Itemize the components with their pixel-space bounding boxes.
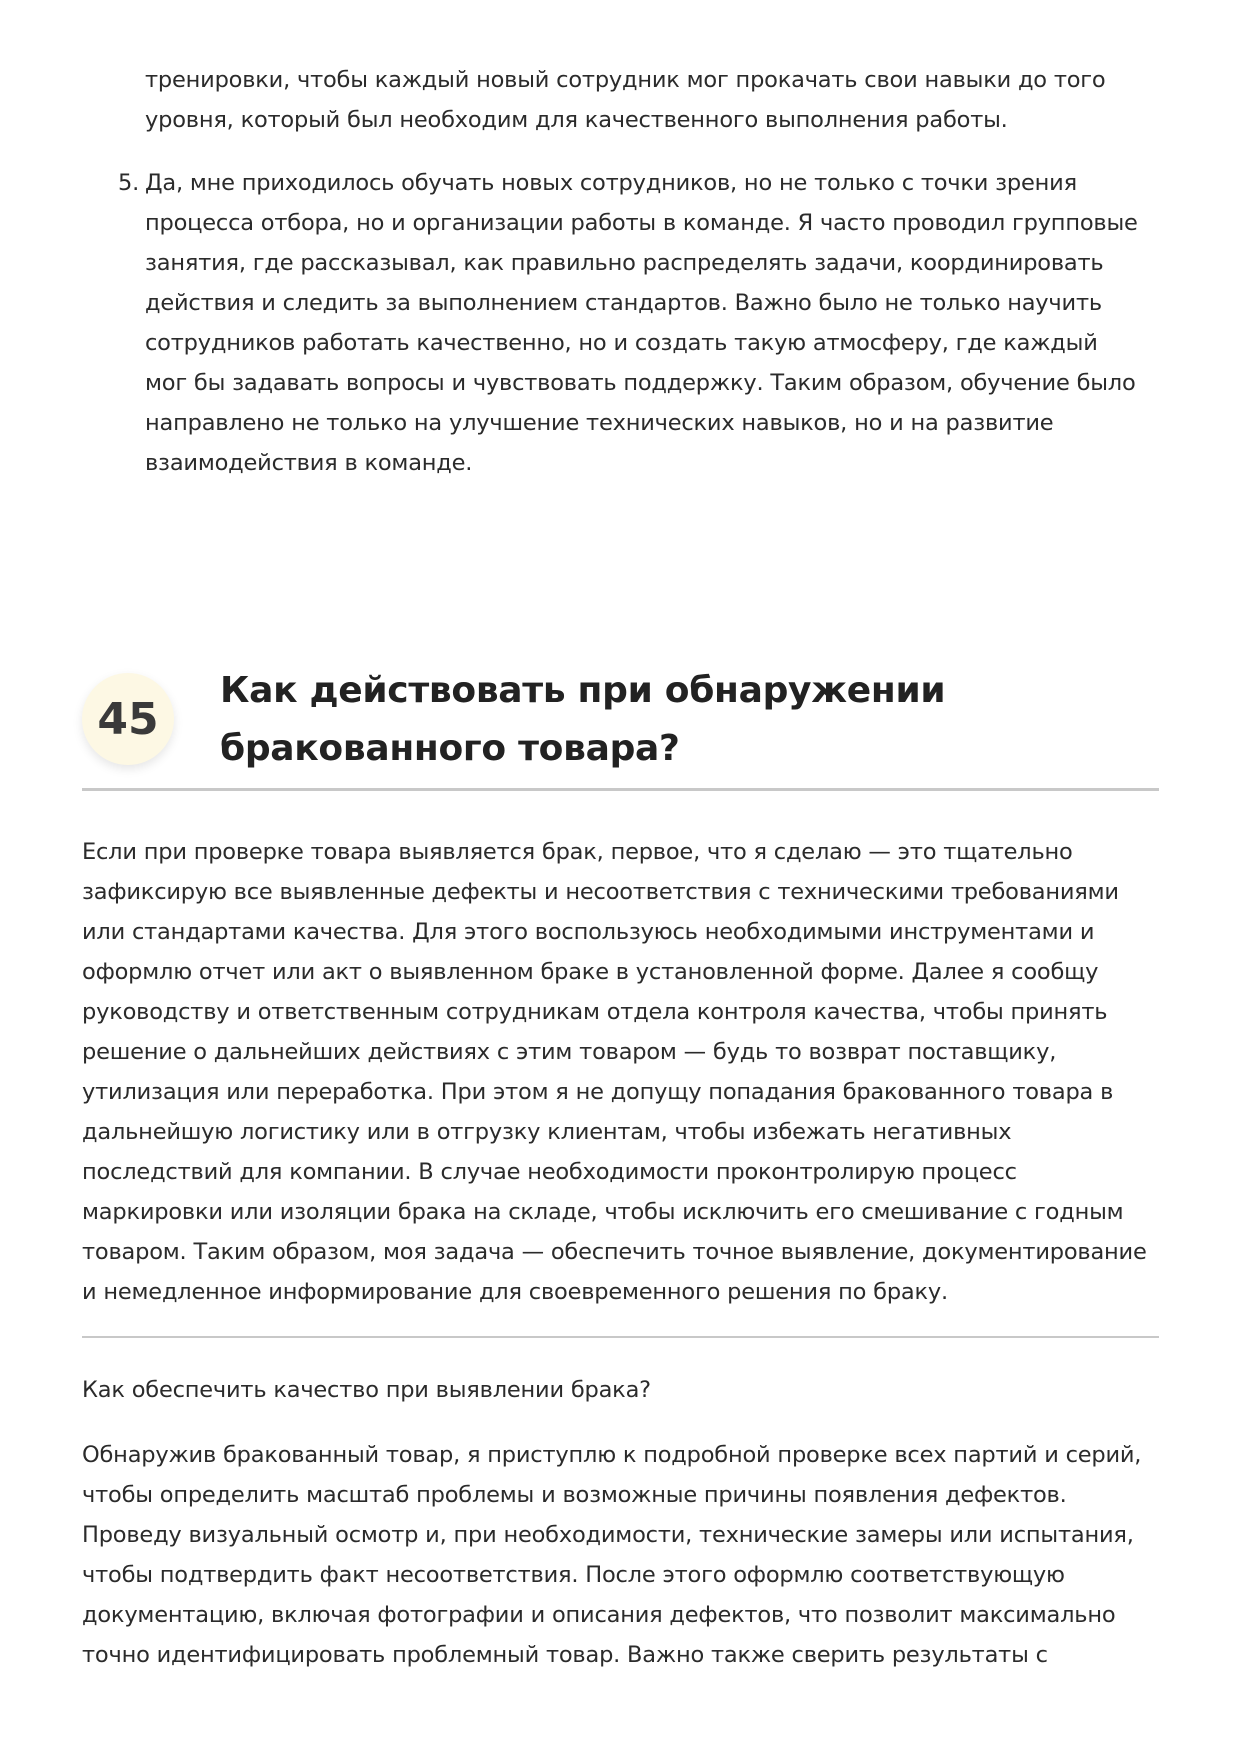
question-heading: Как действовать при обнаружении бракованного товара? xyxy=(220,670,946,769)
followup-question: Как обеспечить качество при выявлении брака? xyxy=(82,1377,651,1403)
section-divider xyxy=(82,1336,1159,1338)
question-number-badge: 45 xyxy=(82,673,174,765)
list-item-continuation: тренировки, чтобы каждый новый сотрудник мог прокачать свои навыки до того уровня, который был необходим для качественного выполнения работы. xyxy=(145,67,1106,133)
followup-answer: Обнаружив бракованный товар, я приступлю к подробной проверке всех партий и серий, чтобы определить масштаб проблемы и возможные причины появления дефектов. Проведу визуальный осмотр и, при необходимости, технические замеры или испытания, чтобы подтвердить факт несоответствия. После этого оформлю соответствующую документацию, включая фотографии и описания дефектов, что позволит максимально точно идентифицировать проблемный товар. Важно также сверить результаты с xyxy=(82,1442,1142,1668)
list-item-number: 5. xyxy=(118,170,140,196)
list-item-text: Да, мне приходилось обучать новых сотрудников, но не только с точки зрения процесса отбора, но и организации работы в команде. Я часто проводил групповые занятия, где рассказывал, как правильно распределять задачи, координировать действия и следить за выполнением стандартов. Важно было не только научить сотрудников работать качественно, но и создать такую атмосферу, где каждый мог бы задавать вопросы и чувствовать поддержку. Таким образом, обучение было направлено не только на улучшение технических навыков, но и на развитие взаимодействия в команде. xyxy=(145,170,1138,476)
heading-divider xyxy=(82,788,1159,791)
answer-paragraph: Если при проверке товара выявляется брак, первое, что я сделаю — это тщательно зафиксирую все выявленные дефекты и несоответствия с техническими требованиями или стандартами качества. Для этого воспользуюсь необходимыми инструментами и оформлю отчет или акт о выявленном браке в установленной форме. Далее я сообщу руководству и ответственным сотрудникам отдела контроля качества, чтобы принять решение о дальнейших действиях с этим товаром — будь то возврат поставщику, утилизация или переработка. При этом я не допущу попадания бракованного товара в дальнейшую логистику или в отгрузку клиентам, чтобы избежать негативных последствий для компании. В случае необходимости проконтролирую процесс маркировки или изоляции брака на складе, чтобы исключить его смешивание с годным товаром. Таким образом, моя задача — обеспечить точное выявление, документирование и немедленное информирование для своевременного решения по браку. xyxy=(82,839,1147,1305)
